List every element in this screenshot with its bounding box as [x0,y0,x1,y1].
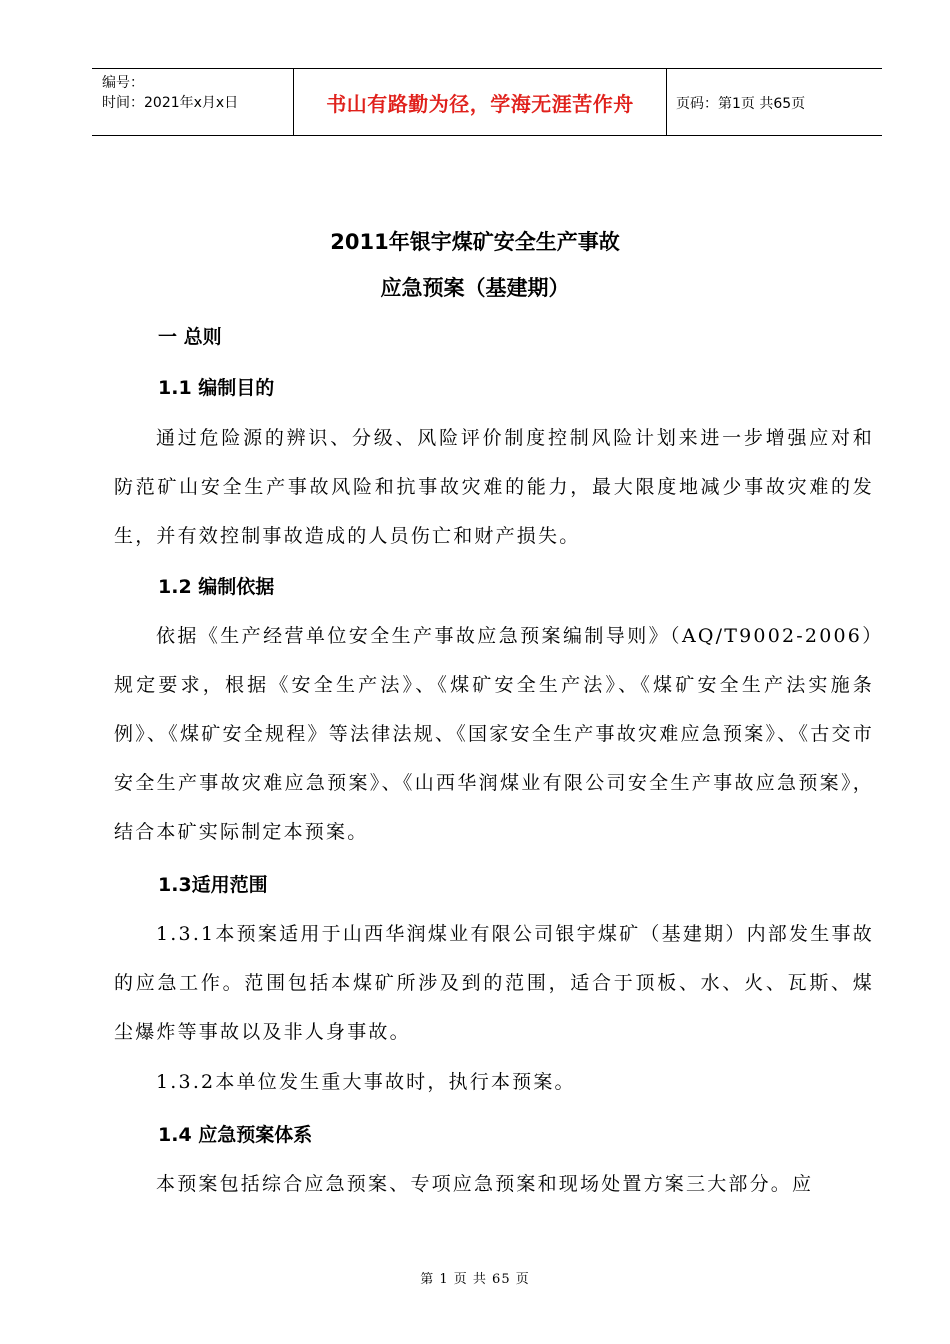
paragraph-1-4: 本预案包括综合应急预案、专项应急预案和现场处置方案三大部分。应 [156,1173,814,1195]
section-heading-1-3: 1.3适用范围 [158,874,268,896]
page-footer: 第 1 页 共 65 页 [420,1272,530,1287]
page-header [92,68,882,136]
paragraph-1-3-1: 1.3.1本预案适用于山西华润煤业有限公司银宇煤矿（基建期）内部发生事故的应急工作。范围包括本煤矿所涉及到的范围，适合于顶板、水、火、瓦斯、煤尘爆炸等事故以及非人身事故。 [114,923,874,1043]
header-code-label: 编号： [102,75,144,91]
paragraph-1-3-2: 1.3.2本单位发生重大事故时，执行本预案。 [156,1071,576,1093]
header-page-info: 页码：第1页 共65页 [676,95,806,112]
section-heading-1-4: 1.4 应急预案体系 [158,1124,313,1146]
paragraph-1-2: 依据《生产经营单位安全生产事故应急预案编制导则》（AQ/T9002-2006）规定要求，根据《安全生产法》、《煤矿安全生产法》、《煤矿安全生产法实施条例》、《煤矿安全规程》等法律法规、《国家安全生产事故灾难应急预案》、《古交市安全生产事故灾难应急预案》、《山西华润煤业有限公司安全生产事故应急预案》，结合本矿实际制定本预案。 [114,625,874,843]
header-time-label: 时间：2021年x月x日 [102,95,239,111]
header-motto: 书山有路勤为径，学海无涯苦作舟 [326,92,634,116]
header-meta [102,73,238,113]
header-divider-right [666,69,667,136]
section-heading-1-2: 1.2 编制依据 [158,576,275,598]
section-heading-general: 一 总则 [158,326,222,348]
section-heading-1-1: 1.1 编制目的 [158,377,275,399]
document-title-line2: 应急预案（基建期） [380,276,570,300]
paragraph-1-1: 通过危险源的辨识、分级、风险评价制度控制风险计划来进一步增强应对和防范矿山安全生产事故风险和抗事故灾难的能力，最大限度地减少事故灾难的发生，并有效控制事故造成的人员伤亡和财产损失。 [114,427,874,547]
document-title-line1: 2011年银宇煤矿安全生产事故 [330,230,620,254]
